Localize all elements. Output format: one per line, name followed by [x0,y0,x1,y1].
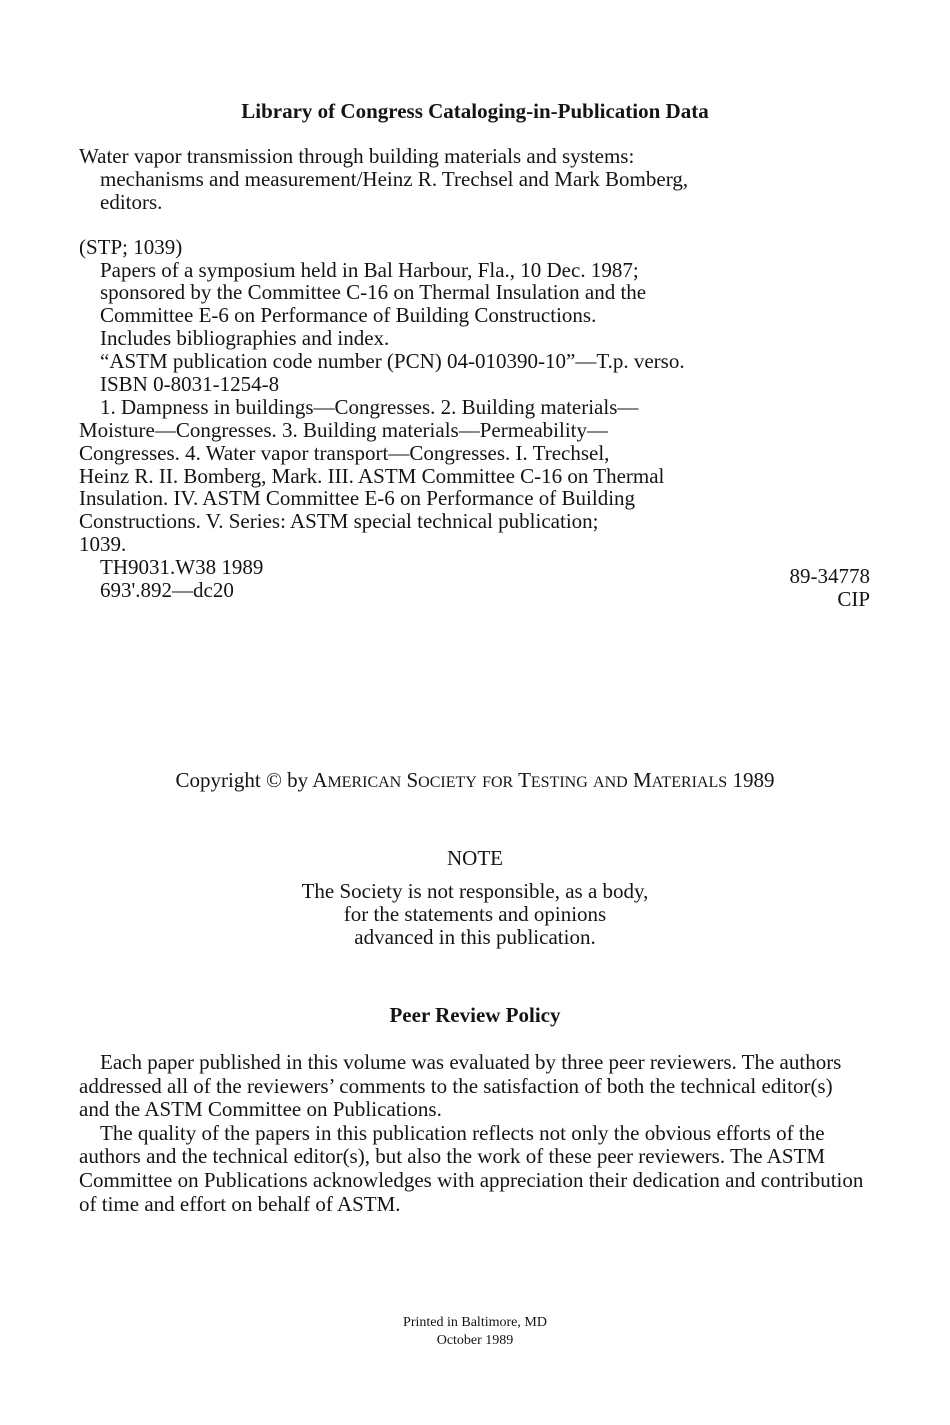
cip-subject-line: 1039. [79,532,127,557]
peer-review-heading: Peer Review Policy [389,1003,561,1027]
cip-title-line: editors. [100,189,163,214]
cip-subject-line: 1. Dampness in buildings—Congresses. 2. Building materials— [100,394,639,419]
cip-title-line: mechanisms and measurement/Heinz R. Trechsel and Mark Bomberg, [100,166,689,191]
note-line: advanced in this publication. [354,925,596,949]
copyright-prefix: Copyright © by [175,768,309,792]
cip-isbn-line: ISBN 0-8031-1254-8 [100,372,280,397]
cip-note-line: Includes bibliographies and index. [100,326,390,351]
peer-review-line: Each paper published in this volume was evaluated by three peer reviewers. The authors [100,1050,842,1074]
note-line: The Society is not responsible, as a body, [301,879,649,903]
note-line: for the statements and opinions [343,902,607,926]
cip-title-line: Water vapor transmission through building materials and systems: [79,144,635,168]
copyright-line [0,767,950,796]
printed-date: October 1989 [436,1333,514,1348]
cip-record [79,145,688,602]
cip-heading: Library of Congress Cataloging-in-Publication Data [241,99,709,123]
cip-series-line: (STP; 1039) [79,234,183,259]
lccn-number: 89-34778 [789,564,870,588]
peer-review-body [79,1051,863,1216]
printing-info [0,1314,950,1350]
peer-review-line: of time and effort on behalf of ASTM. [79,1191,401,1216]
peer-review-line: addressed all of the reviewers’ comments to the satisfaction of both the technical editor(s) [79,1073,833,1098]
lccn-block [790,565,871,611]
peer-review-line: The quality of the papers in this publication reflects not only the obvious efforts of the [100,1120,825,1145]
cip-subject-line: Moisture—Congresses. 3. Building materials—Permeability— [79,417,609,442]
cip-subject-line: Constructions. V. Series: ASTM special technical publication; [79,509,599,534]
peer-review-line: and the ASTM Committee on Publications. [79,1097,442,1122]
cip-note-line: Papers of a symposium held in Bal Harbour, Fla., 10 Dec. 1987; [100,257,639,282]
cip-note-line: “ASTM publication code number (PCN) 04-010390-10”—T.p. verso. [100,349,685,374]
peer-review-line: Committee on Publications acknowledges with appreciation their dedication and contribution [79,1167,864,1192]
copyright-year: 1989 [732,768,775,792]
printed-place: Printed in Baltimore, MD [403,1315,547,1330]
cip-note-line: Committee E-6 on Performance of Building Constructions. [100,303,597,328]
cip-subject-line: Insulation. IV. ASTM Committee E-6 on Performance of Building [79,486,636,511]
cip-call-number: TH9031.W38 1989 [100,555,264,580]
note-body [0,880,950,949]
cip-dewey-number: 693'.892—dc20 [100,578,234,603]
peer-review-line: authors and the technical editor(s), but also the work of these peer reviewers. The ASTM [79,1144,826,1169]
note-title: NOTE [447,846,503,870]
copyright-organization: AMERICAN SOCIETY FOR TESTING AND MATERIALS [312,768,728,792]
cip-subject-line: Congresses. 4. Water vapor transport—Congresses. I. Trechsel, [79,440,610,465]
cip-subject-line: Heinz R. II. Bomberg, Mark. III. ASTM Committee C-16 on Thermal [79,463,665,488]
cip-note-line: sponsored by the Committee C-16 on Thermal Insulation and the [100,280,647,305]
cip-label: CIP [837,587,870,611]
